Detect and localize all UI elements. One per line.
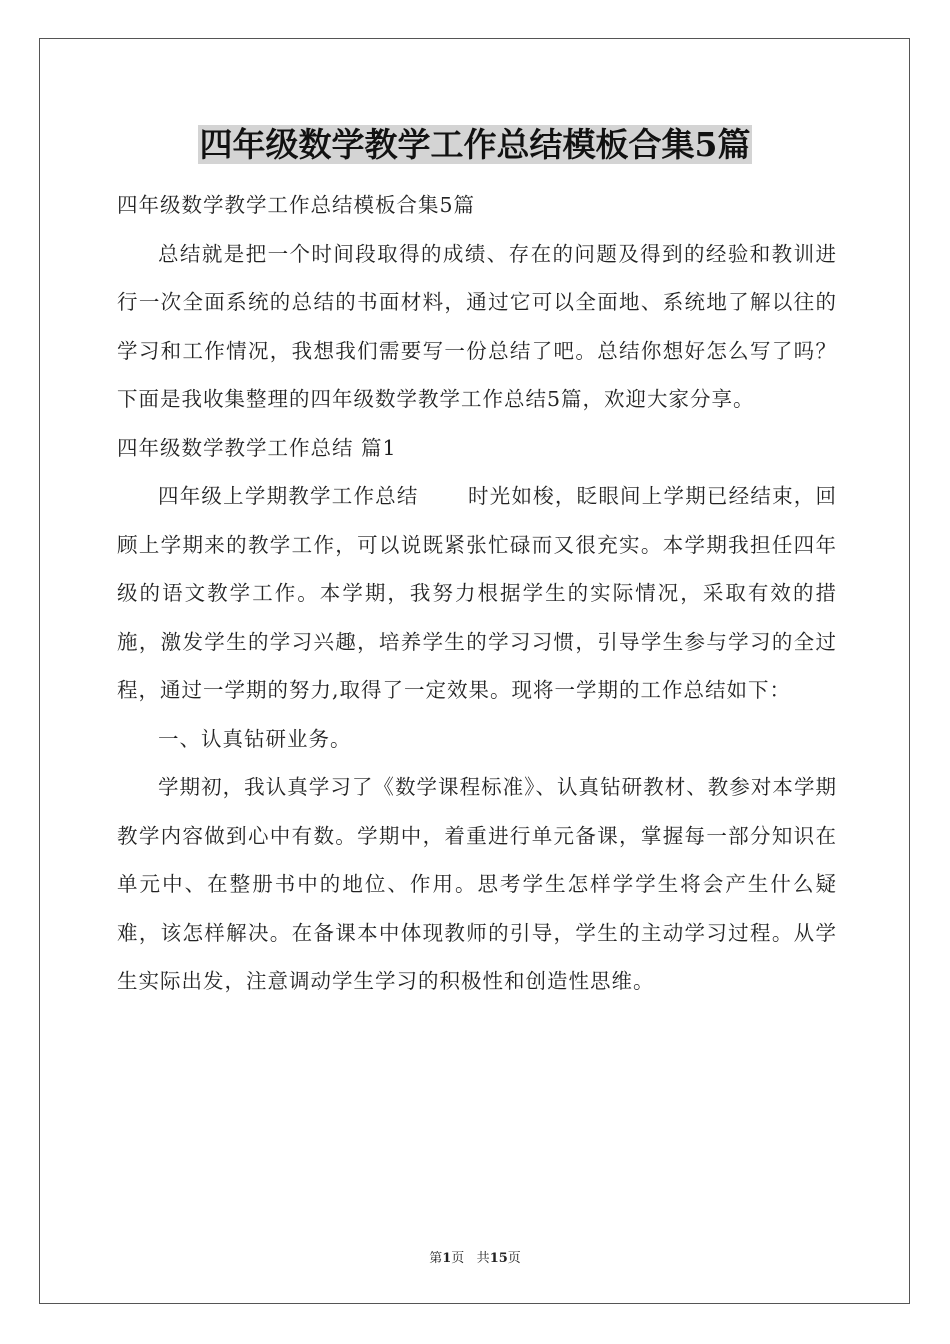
footer-page-prefix: 第 [429, 1251, 443, 1266]
item-paragraph: 学期初，我认真学习了《数学课程标准》、认真钻研教材、教参对本学期教学内容做到心中有数。学期中，着重进行单元备课，掌握每一部分知识在单元中、在整册书中的地位、作用。思考学生怎样学学生将会产生什么疑难，该怎样解决。在备课本中体现教师的引导，学生的主动学习过程。从学生实际出发，注意调动学生学习的积极性和创造性思维。 [117, 775, 837, 993]
section-lead: 四年级上学期教学工作总结 [158, 484, 419, 508]
page-footer [0, 1247, 950, 1266]
section-body: 时光如梭，眨眼间上学期已经结束，回顾上学期来的教学工作，可以说既紧张忙碌而又很充实。本学期我担任四年级的语文教学工作。本学期，我努力根据学生的实际情况，采取有效的措施，激发学生的学习兴趣，培养学生的学习习惯，引导学生参与学习的全过程，通过一学期的努力,取得了一定效果。现将一学期的工作总结如下： [117, 484, 838, 702]
item-heading: 一、认真钻研业务。 [158, 726, 352, 751]
document-title-block [0, 122, 950, 168]
section-paragraph [117, 472, 837, 715]
intro-paragraph: 总结就是把一个时间段取得的成绩、存在的问题及得到的经验和教训进行一次全面系统的总结的书面材料，通过它可以全面地、系统地了解以往的学习和工作情况，我想我们需要写一份总结了吧。总结你想好怎么写了吗？下面是我收集整理的四年级数学教学工作总结5篇，欢迎大家分享。 [117, 241, 837, 411]
subtitle-line: 四年级数学教学工作总结模板合集5篇 [117, 193, 476, 217]
footer-page-total: 15 [489, 1251, 508, 1266]
footer-page-suffix: 页 [451, 1251, 465, 1266]
footer-total-suffix: 页 [507, 1251, 521, 1266]
footer-page-current: 1 [442, 1251, 452, 1266]
document-body [117, 181, 837, 1006]
document-title: 四年级数学教学工作总结模板合集5篇 [199, 125, 751, 164]
section-heading: 四年级数学教学工作总结 篇1 [117, 435, 397, 460]
footer-total-prefix: 共 [476, 1251, 490, 1266]
